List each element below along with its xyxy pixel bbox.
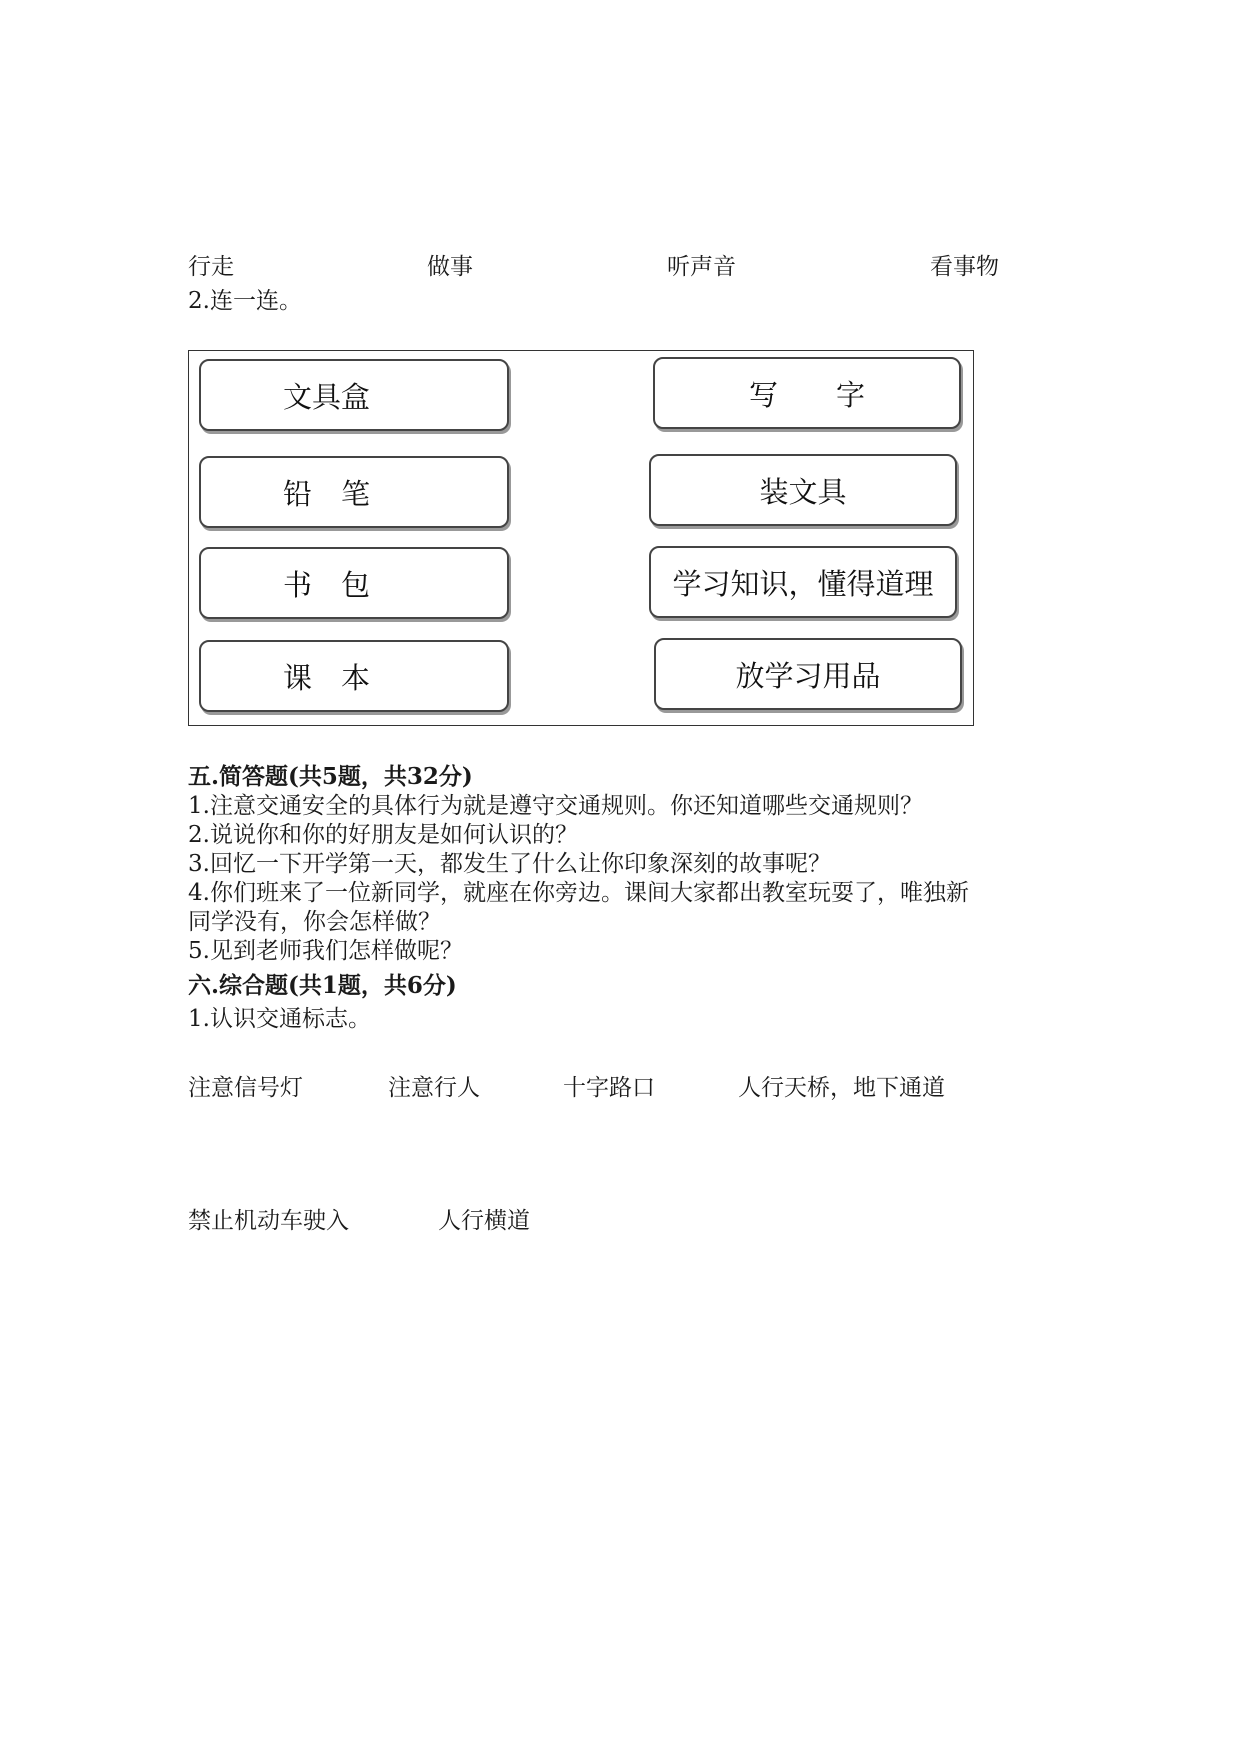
sign-label: 十字路口 [563,1075,655,1101]
section-5-question: 2.说说你和你的好朋友是如何认识的？ [188,822,578,848]
option-see-things: 看事物 [930,254,999,280]
match-right-item[interactable] [649,454,957,526]
section-5-question: 5.见到老师我们怎样做呢？ [188,938,463,964]
section-5-question-continued: 同学没有，你会怎样做？ [188,909,441,935]
sign-label: 人行天桥，地下通道 [738,1075,945,1101]
section-5-question: 4.你们班来了一位新同学，就座在你旁边。课间大家都出教室玩耍了，唯独新 [188,880,969,906]
match-left-item[interactable] [199,359,509,431]
matching-exercise [188,350,974,726]
match-right-item[interactable] [654,638,962,710]
match-right-item[interactable] [649,546,957,618]
option-walk: 行走 [188,254,234,280]
sign-label: 人行横道 [438,1208,530,1234]
match-left-label: 课 本 [283,660,371,695]
match-left-item[interactable] [199,640,509,712]
option-hear-sound: 听声音 [667,254,736,280]
match-right-item[interactable] [653,357,961,429]
match-right-label: 写 字 [748,377,865,412]
sign-label: 注意行人 [388,1075,480,1101]
section-5-heading: 五.简答题(共5题，共32分) [188,763,473,790]
section-5-question: 3.回忆一下开学第一天，都发生了什么让你印象深刻的故事呢？ [188,851,831,877]
match-right-label: 装文具 [759,474,847,509]
question-2-title: 2.连一连。 [188,288,302,314]
option-do-things: 做事 [427,254,473,280]
section-6-question: 1.认识交通标志。 [188,1006,371,1032]
match-right-label: 学习知识，懂得道理 [672,566,934,601]
match-right-label: 放学习用品 [735,658,881,693]
section-5-question: 1.注意交通安全的具体行为就是遵守交通规则。你还知道哪些交通规则？ [188,793,923,819]
match-left-label: 文具盒 [283,379,371,414]
section-6-heading: 六.综合题(共1题，共6分) [188,972,457,999]
match-left-item[interactable] [199,547,509,619]
sign-label: 注意信号灯 [188,1075,303,1101]
match-left-label: 书 包 [283,567,371,602]
match-left-item[interactable] [199,456,509,528]
sign-label: 禁止机动车驶入 [188,1208,349,1234]
match-left-label: 铅 笔 [283,476,371,511]
